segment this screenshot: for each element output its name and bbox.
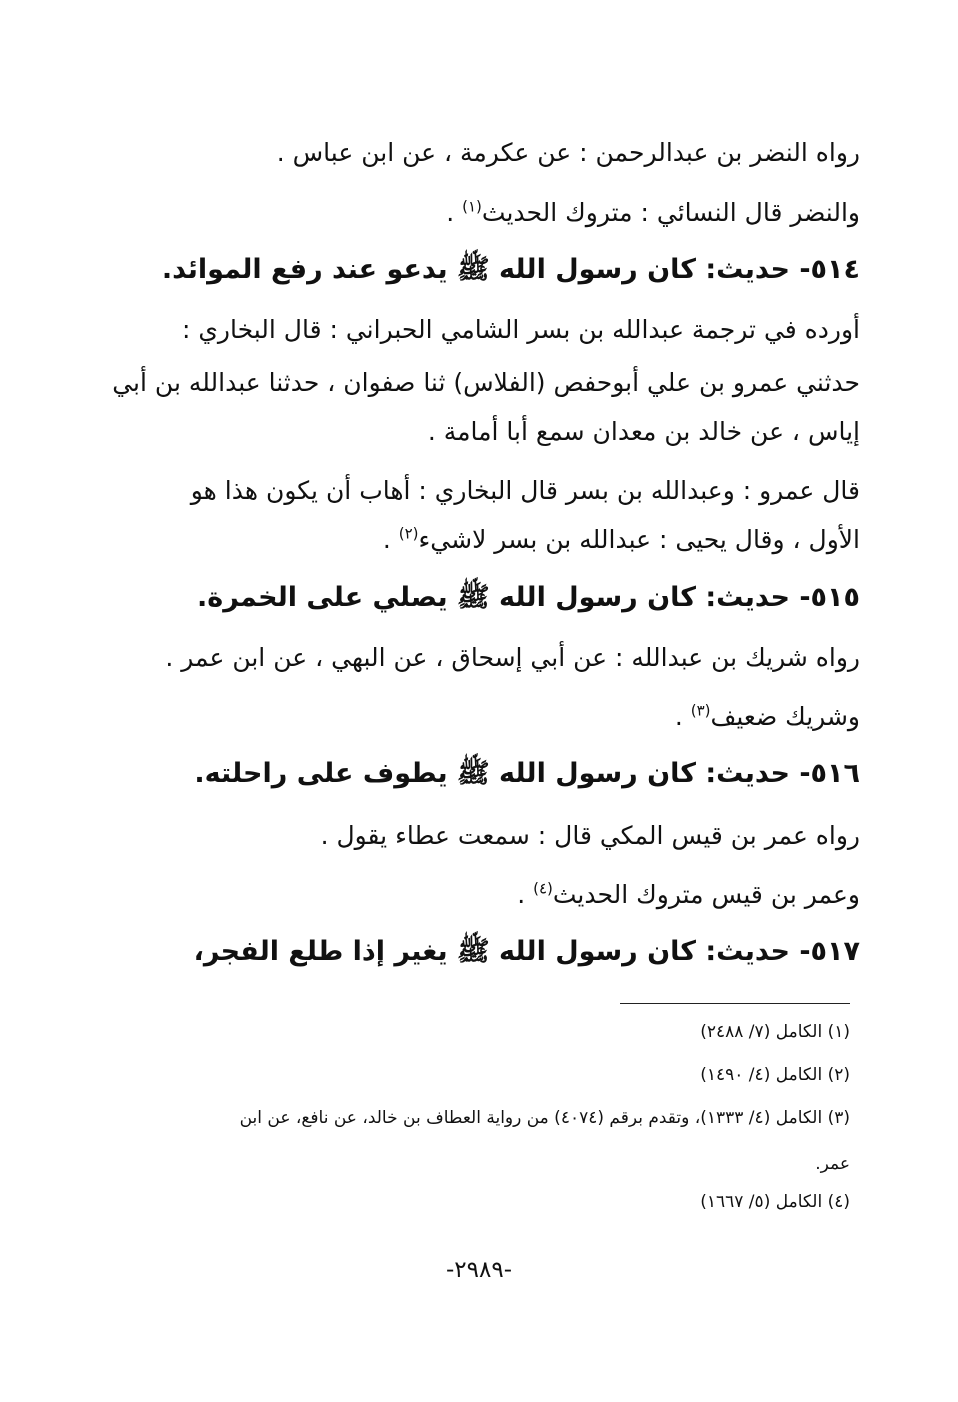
footnote-ref[interactable]: (١) [462, 197, 482, 216]
hadith-heading-516: ٥١٦- حديث: كان رسول الله ﷺ يطوف على راحلته. [194, 758, 860, 789]
body-text: . [446, 198, 455, 227]
footnote-ref[interactable]: (٤) [533, 879, 553, 898]
body-text: وشريك ضعيف [710, 702, 860, 731]
body-text: . [674, 702, 683, 731]
hadith-heading-517: ٥١٧- حديث: كان رسول الله ﷺ يغير إذا طلع الفجر، [193, 936, 860, 967]
body-line [383, 520, 860, 560]
body-text: الأول ، وقال يحيى : عبدالله بن بسر لاشيء [418, 525, 860, 554]
hadith-heading-514: ٥١٤- حديث: كان رسول الله ﷺ يدعو عند رفع الموائد. [161, 254, 860, 285]
body-line [675, 697, 860, 737]
footnote-ref[interactable]: (٢) [398, 524, 419, 543]
footnote-1: (١) الكامل (٧/ ٢٤٨٨) [700, 1022, 850, 1042]
footnote-3-continued: عمر. [815, 1154, 850, 1174]
footnote-ref[interactable]: (٣) [690, 701, 711, 720]
page-number: -٢٩٨٩- [445, 1257, 513, 1283]
body-line: رواه عمر بن قيس المكي قال : سمعت عطاء يقول . [320, 821, 860, 850]
body-line: رواه النضر بن عبدالرحمن : عن عكرمة ، عن ابن عباس . [276, 138, 860, 167]
body-text: . [517, 880, 526, 909]
body-text: والنضر قال النسائي : متروك الحديث [481, 198, 860, 227]
body-line: حدثني عمرو بن علي أبوحفص (الفلاس) ثنا صفوان ، حدثنا عبدالله بن أبي [112, 368, 860, 397]
body-line [446, 193, 860, 233]
body-line: إياس ، عن خالد بن معدان سمع أبا أمامة . [427, 417, 860, 446]
body-text: . [382, 525, 391, 554]
body-text: وعمر بن قيس متروك الحديث [552, 880, 860, 909]
body-line: رواه شريك بن عبدالله : عن أبي إسحاق ، عن البهي ، عن ابن عمر . [165, 643, 860, 672]
footnote-2: (٢) الكامل (٤/ ١٤٩٠) [700, 1065, 850, 1085]
body-line: قال عمرو : وعبدالله بن بسر قال البخاري : أهاب أن يكون هذا هو [190, 476, 860, 505]
body-line [517, 875, 860, 915]
footnote-4: (٤) الكامل (٥/ ١٦٦٧) [700, 1192, 850, 1212]
body-line: أورده في ترجمة عبدالله بن بسر الشامي الحبراني : قال البخاري : [181, 315, 860, 344]
footnote-3: (٣) الكامل (٤/ ١٣٣٣)، وتقدم برقم (٤٠٧٤) من رواية العطاف بن خالد، عن نافع، عن ابن [239, 1108, 850, 1128]
footnote-divider [620, 1003, 850, 1004]
hadith-heading-515: ٥١٥- حديث: كان رسول الله ﷺ يصلي على الخمرة. [197, 582, 860, 613]
